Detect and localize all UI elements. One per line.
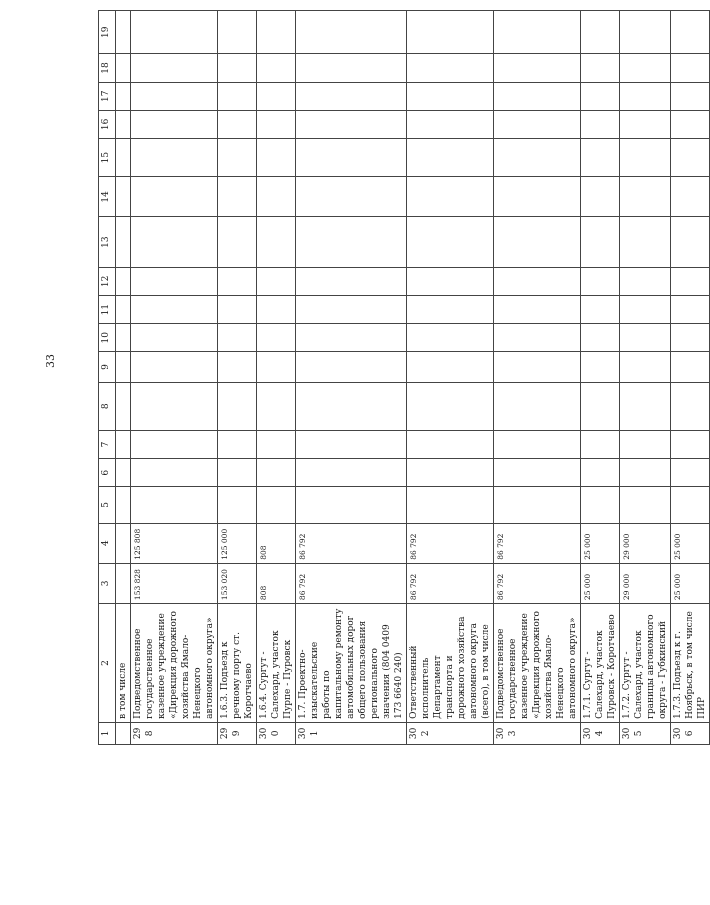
empty-cell — [407, 487, 494, 523]
table-row — [218, 11, 257, 745]
row-number: 306 — [671, 722, 710, 744]
empty-cell — [296, 487, 407, 523]
empty-cell — [581, 324, 620, 352]
empty-cell — [407, 138, 494, 176]
empty-cell — [131, 177, 218, 217]
empty-cell — [131, 487, 218, 523]
value-col-3: 153 828 — [131, 563, 218, 603]
empty-cell — [296, 54, 407, 82]
empty-cell — [116, 267, 131, 295]
empty-cell — [581, 430, 620, 458]
empty-cell — [218, 352, 257, 382]
row-number: 303 — [494, 722, 581, 744]
row-name: 1.7. Проектно-изыскательские работы по капитальному ремонту автомобильных дорог общего пользования регионального значения (804 0409 173 6640 240) — [296, 604, 407, 723]
column-header: 4 — [99, 523, 116, 563]
empty-cell — [296, 11, 407, 54]
empty-cell — [494, 82, 581, 110]
empty-cell — [296, 110, 407, 138]
empty-cell — [671, 382, 710, 430]
empty-cell — [494, 296, 581, 324]
table-row — [116, 11, 131, 745]
empty-cell — [620, 459, 671, 487]
empty-cell — [116, 138, 131, 176]
value-col-3: 808 — [257, 563, 296, 603]
empty-cell — [131, 267, 218, 295]
empty-cell — [296, 267, 407, 295]
column-header: 19 — [99, 11, 116, 54]
empty-cell — [620, 324, 671, 352]
column-header: 5 — [99, 487, 116, 523]
empty-cell — [296, 324, 407, 352]
empty-cell — [581, 177, 620, 217]
empty-cell — [671, 296, 710, 324]
empty-cell — [257, 267, 296, 295]
header-row — [99, 11, 116, 745]
empty-cell — [494, 110, 581, 138]
empty-cell — [257, 382, 296, 430]
empty-cell — [494, 459, 581, 487]
table-row — [620, 11, 671, 745]
empty-cell — [218, 267, 257, 295]
empty-cell — [218, 430, 257, 458]
empty-cell — [671, 324, 710, 352]
value-col-4: 25 000 — [671, 523, 710, 563]
column-header: 8 — [99, 382, 116, 430]
empty-cell — [581, 138, 620, 176]
empty-cell — [116, 352, 131, 382]
empty-cell — [116, 296, 131, 324]
value-col-3: 29 000 — [620, 563, 671, 603]
empty-cell — [620, 267, 671, 295]
row-name: 1.7.2. Сургут - Салехард, участок границы автономного округа - Губкинский — [620, 604, 671, 723]
empty-cell — [671, 11, 710, 54]
empty-cell — [620, 11, 671, 54]
empty-cell — [581, 267, 620, 295]
empty-cell — [116, 487, 131, 523]
empty-cell — [671, 459, 710, 487]
empty-cell — [581, 352, 620, 382]
empty-cell — [116, 82, 131, 110]
column-header: 10 — [99, 324, 116, 352]
empty-cell — [407, 110, 494, 138]
row-number: 298 — [131, 722, 218, 744]
value-col-3: 86 792 — [494, 563, 581, 603]
empty-cell — [218, 11, 257, 54]
empty-cell — [620, 296, 671, 324]
empty-cell — [296, 82, 407, 110]
empty-cell — [407, 459, 494, 487]
empty-cell — [116, 324, 131, 352]
empty-cell — [671, 487, 710, 523]
column-header: 18 — [99, 54, 116, 82]
empty-cell — [620, 487, 671, 523]
row-number — [116, 722, 131, 744]
empty-cell — [296, 138, 407, 176]
empty-cell — [494, 267, 581, 295]
empty-cell — [671, 352, 710, 382]
empty-cell — [407, 296, 494, 324]
empty-cell — [620, 138, 671, 176]
value-col-3: 86 792 — [296, 563, 407, 603]
empty-cell — [116, 177, 131, 217]
empty-cell — [296, 430, 407, 458]
column-header: 7 — [99, 430, 116, 458]
empty-cell — [218, 382, 257, 430]
column-header: 9 — [99, 352, 116, 382]
column-header: 14 — [99, 177, 116, 217]
empty-cell — [407, 11, 494, 54]
empty-cell — [494, 324, 581, 352]
empty-cell — [296, 382, 407, 430]
row-name: Подведомственное государственное казенное учреждение «Дирекция дорожного хозяйства Ямало-Ненецкого автономного округа» — [131, 604, 218, 723]
row-name: 1.7.3. Подъезд к г. Ноябрьск, в том числе ПИР — [671, 604, 710, 723]
empty-cell — [620, 54, 671, 82]
empty-cell — [581, 382, 620, 430]
value-col-4: 25 000 — [581, 523, 620, 563]
empty-cell — [257, 82, 296, 110]
empty-cell — [296, 296, 407, 324]
empty-cell — [494, 11, 581, 54]
empty-cell — [671, 54, 710, 82]
empty-cell — [407, 324, 494, 352]
column-header: 1 — [99, 722, 116, 744]
empty-cell — [671, 138, 710, 176]
empty-cell — [620, 177, 671, 217]
empty-cell — [116, 11, 131, 54]
empty-cell — [620, 110, 671, 138]
empty-cell — [581, 487, 620, 523]
empty-cell — [407, 382, 494, 430]
row-name: 1.6.3. Подъезд к речному порту ст. Коротчаево — [218, 604, 257, 723]
empty-cell — [218, 138, 257, 176]
row-number: 300 — [257, 722, 296, 744]
table-row — [296, 11, 407, 745]
empty-cell — [671, 110, 710, 138]
empty-cell — [116, 382, 131, 430]
column-header: 6 — [99, 459, 116, 487]
table-row — [407, 11, 494, 745]
table-row — [494, 11, 581, 745]
column-header: 3 — [99, 563, 116, 603]
empty-cell — [257, 324, 296, 352]
empty-cell — [407, 217, 494, 267]
empty-cell — [218, 54, 257, 82]
empty-cell — [620, 382, 671, 430]
empty-cell — [257, 138, 296, 176]
empty-cell — [494, 430, 581, 458]
budget-table — [98, 10, 710, 745]
row-name: 1.7.1. Сургут - Салехард, участок Пуровск - Коротчаево — [581, 604, 620, 723]
column-header: 17 — [99, 82, 116, 110]
row-number: 299 — [218, 722, 257, 744]
column-header: 12 — [99, 267, 116, 295]
empty-cell — [581, 82, 620, 110]
row-name: 1.6.4. Сургут - Салехард, участок Пурпе - Пуровск — [257, 604, 296, 723]
column-header: 13 — [99, 217, 116, 267]
empty-cell — [671, 217, 710, 267]
empty-cell — [494, 382, 581, 430]
empty-cell — [257, 459, 296, 487]
empty-cell — [131, 430, 218, 458]
column-header: 16 — [99, 110, 116, 138]
empty-cell — [494, 54, 581, 82]
empty-cell — [494, 352, 581, 382]
value-col-4: 86 792 — [407, 523, 494, 563]
column-header: 2 — [99, 604, 116, 723]
empty-cell — [116, 110, 131, 138]
row-number: 301 — [296, 722, 407, 744]
empty-cell — [257, 217, 296, 267]
empty-cell — [296, 352, 407, 382]
empty-cell — [131, 324, 218, 352]
row-name: в том числе — [116, 604, 131, 723]
value-col-3: 153 020 — [218, 563, 257, 603]
value-col-4: 86 792 — [296, 523, 407, 563]
empty-cell — [257, 296, 296, 324]
row-number: 305 — [620, 722, 671, 744]
empty-cell — [671, 177, 710, 217]
empty-cell — [131, 138, 218, 176]
empty-cell — [116, 54, 131, 82]
empty-cell — [131, 110, 218, 138]
empty-cell — [494, 487, 581, 523]
empty-cell — [116, 217, 131, 267]
row-number: 304 — [581, 722, 620, 744]
empty-cell — [494, 177, 581, 217]
empty-cell — [581, 217, 620, 267]
empty-cell — [131, 54, 218, 82]
empty-cell — [407, 54, 494, 82]
empty-cell — [116, 430, 131, 458]
value-col-4: 125 000 — [218, 523, 257, 563]
value-col-4: 125 808 — [131, 523, 218, 563]
empty-cell — [131, 82, 218, 110]
value-col-3 — [116, 563, 131, 603]
empty-cell — [581, 110, 620, 138]
table-row — [671, 11, 710, 745]
empty-cell — [620, 82, 671, 110]
column-header: 15 — [99, 138, 116, 176]
empty-cell — [407, 177, 494, 217]
empty-cell — [494, 217, 581, 267]
row-name: Подведомственное государственное казенное учреждение «Дирекция дорожного хозяйства Ямало-Ненецкого автономного округа» — [494, 604, 581, 723]
empty-cell — [218, 217, 257, 267]
empty-cell — [131, 459, 218, 487]
empty-cell — [671, 430, 710, 458]
empty-cell — [218, 459, 257, 487]
table-row — [257, 11, 296, 745]
table-row — [581, 11, 620, 745]
empty-cell — [407, 352, 494, 382]
table-body — [116, 11, 710, 745]
empty-cell — [116, 459, 131, 487]
empty-cell — [218, 177, 257, 217]
page-number: 33 — [44, 354, 57, 368]
empty-cell — [257, 352, 296, 382]
value-col-3: 25 000 — [581, 563, 620, 603]
empty-cell — [131, 352, 218, 382]
empty-cell — [131, 217, 218, 267]
empty-cell — [494, 138, 581, 176]
empty-cell — [581, 296, 620, 324]
value-col-3: 25 000 — [671, 563, 710, 603]
empty-cell — [218, 296, 257, 324]
empty-cell — [671, 82, 710, 110]
value-col-4 — [116, 523, 131, 563]
column-header: 11 — [99, 296, 116, 324]
empty-cell — [131, 11, 218, 54]
value-col-4: 808 — [257, 523, 296, 563]
value-col-4: 29 000 — [620, 523, 671, 563]
empty-cell — [620, 217, 671, 267]
empty-cell — [407, 82, 494, 110]
table-row — [131, 11, 218, 745]
empty-cell — [131, 296, 218, 324]
empty-cell — [581, 11, 620, 54]
empty-cell — [407, 430, 494, 458]
empty-cell — [257, 11, 296, 54]
empty-cell — [296, 459, 407, 487]
rotated-table-sheet — [98, 10, 707, 745]
empty-cell — [218, 324, 257, 352]
empty-cell — [257, 430, 296, 458]
row-number: 302 — [407, 722, 494, 744]
empty-cell — [620, 430, 671, 458]
empty-cell — [620, 352, 671, 382]
empty-cell — [296, 217, 407, 267]
empty-cell — [131, 382, 218, 430]
empty-cell — [218, 82, 257, 110]
value-col-4: 86 792 — [494, 523, 581, 563]
empty-cell — [671, 267, 710, 295]
empty-cell — [257, 177, 296, 217]
empty-cell — [581, 54, 620, 82]
empty-cell — [257, 110, 296, 138]
empty-cell — [218, 487, 257, 523]
value-col-3: 86 792 — [407, 563, 494, 603]
empty-cell — [296, 177, 407, 217]
empty-cell — [407, 267, 494, 295]
row-name: Ответственный исполнитель Департамент транспорта и дорожного хозяйства автономного округа (всего), в том числе — [407, 604, 494, 723]
empty-cell — [257, 54, 296, 82]
empty-cell — [581, 459, 620, 487]
empty-cell — [218, 110, 257, 138]
empty-cell — [257, 487, 296, 523]
